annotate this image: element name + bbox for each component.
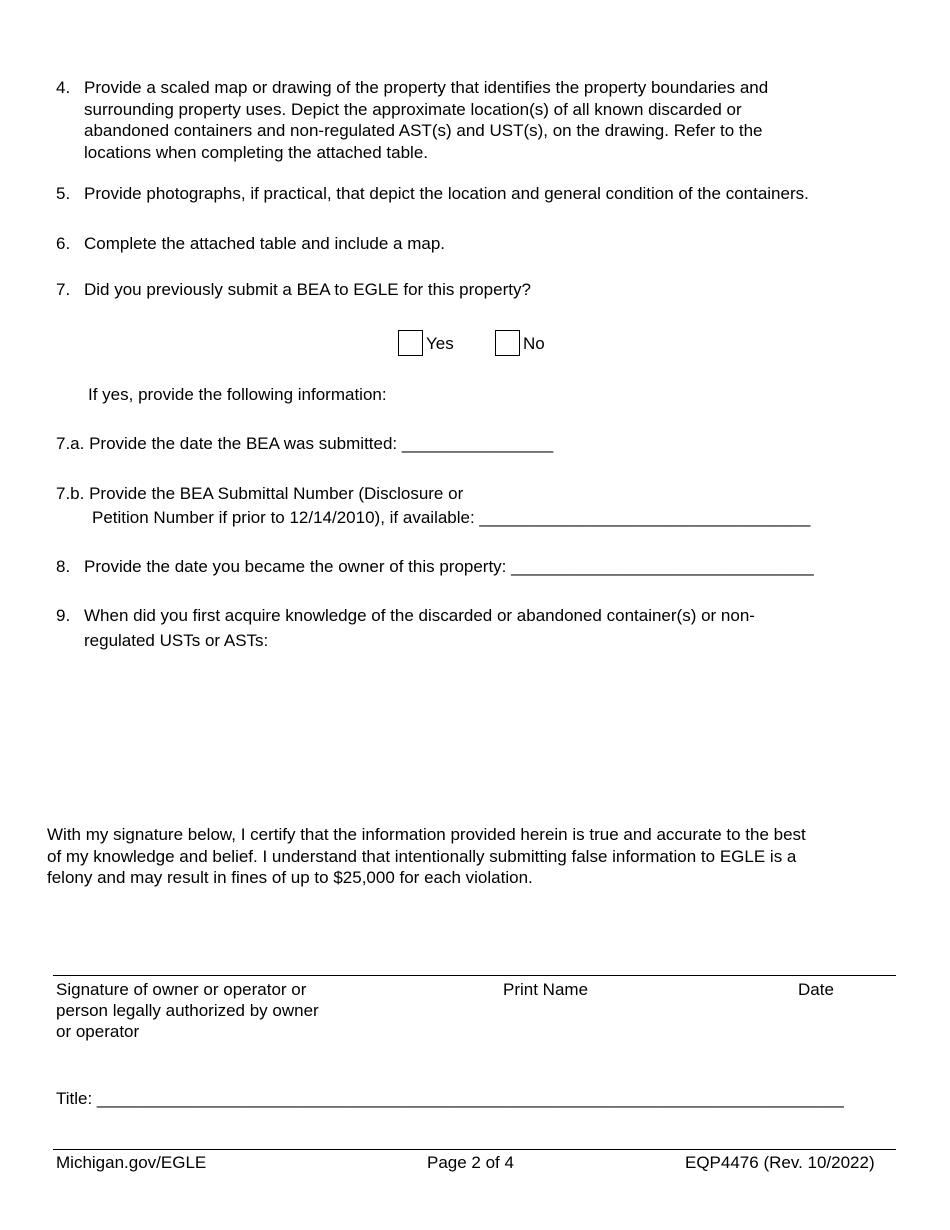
item-5-text: Provide photographs, if practical, that depict the location and general condition of the containers.	[84, 184, 809, 203]
item-7b-line-1: 7.b. Provide the BEA Submittal Number (Disclosure or	[56, 484, 464, 503]
if-yes-instruction: If yes, provide the following information:	[88, 385, 387, 404]
item-8-number: 8.	[56, 557, 71, 576]
print-name-label: Print Name	[503, 980, 589, 999]
footer-left: Michigan.gov/EGLE	[56, 1153, 207, 1172]
title-field[interactable]: Title: _______________________________________________________________________________	[56, 1089, 844, 1108]
item-8-text[interactable]: Provide the date you became the owner of this property: ________________________________	[84, 557, 814, 576]
signature-label-line-1: Signature of owner or operator or	[56, 980, 307, 999]
item-6-number: 6.	[56, 234, 71, 253]
item-4-line-3: abandoned containers and non-regulated AST(s) and UST(s), on the drawing. Refer to the	[84, 121, 763, 140]
item-9-line-2: regulated USTs or ASTs:	[84, 631, 269, 650]
certification-line-3: felony and may result in fines of up to $25,000 for each violation.	[47, 868, 533, 887]
footer-page-number: Page 2 of 4	[427, 1153, 514, 1172]
item-7b-line-2[interactable]: Petition Number if prior to 12/14/2010), if available: ___________________________________	[92, 508, 811, 527]
certification-line-1: With my signature below, I certify that the information provided herein is true and accurate to the best	[47, 825, 806, 844]
date-label: Date	[798, 980, 834, 999]
item-4-line-2: surrounding property uses. Depict the approximate location(s) of all known discarded or	[84, 99, 742, 119]
item-7-text: Did you previously submit a BEA to EGLE for this property?	[84, 280, 531, 299]
yes-label: Yes	[426, 334, 454, 353]
certification-line-2: of my knowledge and belief. I understand that intentionally submitting false information to EGLE is a	[47, 846, 797, 866]
signature-label-line-3: or operator	[56, 1022, 140, 1041]
yes-checkbox[interactable]	[398, 330, 423, 356]
item-9-number: 9.	[56, 606, 71, 625]
item-9-line-1: When did you first acquire knowledge of the discarded or abandoned container(s) or non-	[84, 606, 755, 625]
signature-label-line-2: person legally authorized by owner	[56, 1001, 319, 1020]
signature-line[interactable]	[53, 975, 896, 976]
footer-form-number: EQP4476 (Rev. 10/2022)	[685, 1153, 875, 1172]
no-label: No	[523, 334, 545, 353]
item-4-line-1: Provide a scaled map or drawing of the property that identifies the property boundaries and	[84, 78, 769, 97]
item-7-number: 7.	[56, 280, 71, 299]
item-4-line-4: locations when completing the attached table.	[84, 142, 429, 162]
item-5-number: 5.	[56, 184, 71, 203]
item-7a-text[interactable]: 7.a. Provide the date the BEA was submitted: ________________	[56, 434, 554, 453]
footer-divider	[53, 1149, 896, 1150]
item-4-number: 4.	[56, 78, 71, 97]
no-checkbox[interactable]	[495, 330, 520, 356]
item-6-text: Complete the attached table and include a map.	[84, 234, 446, 253]
